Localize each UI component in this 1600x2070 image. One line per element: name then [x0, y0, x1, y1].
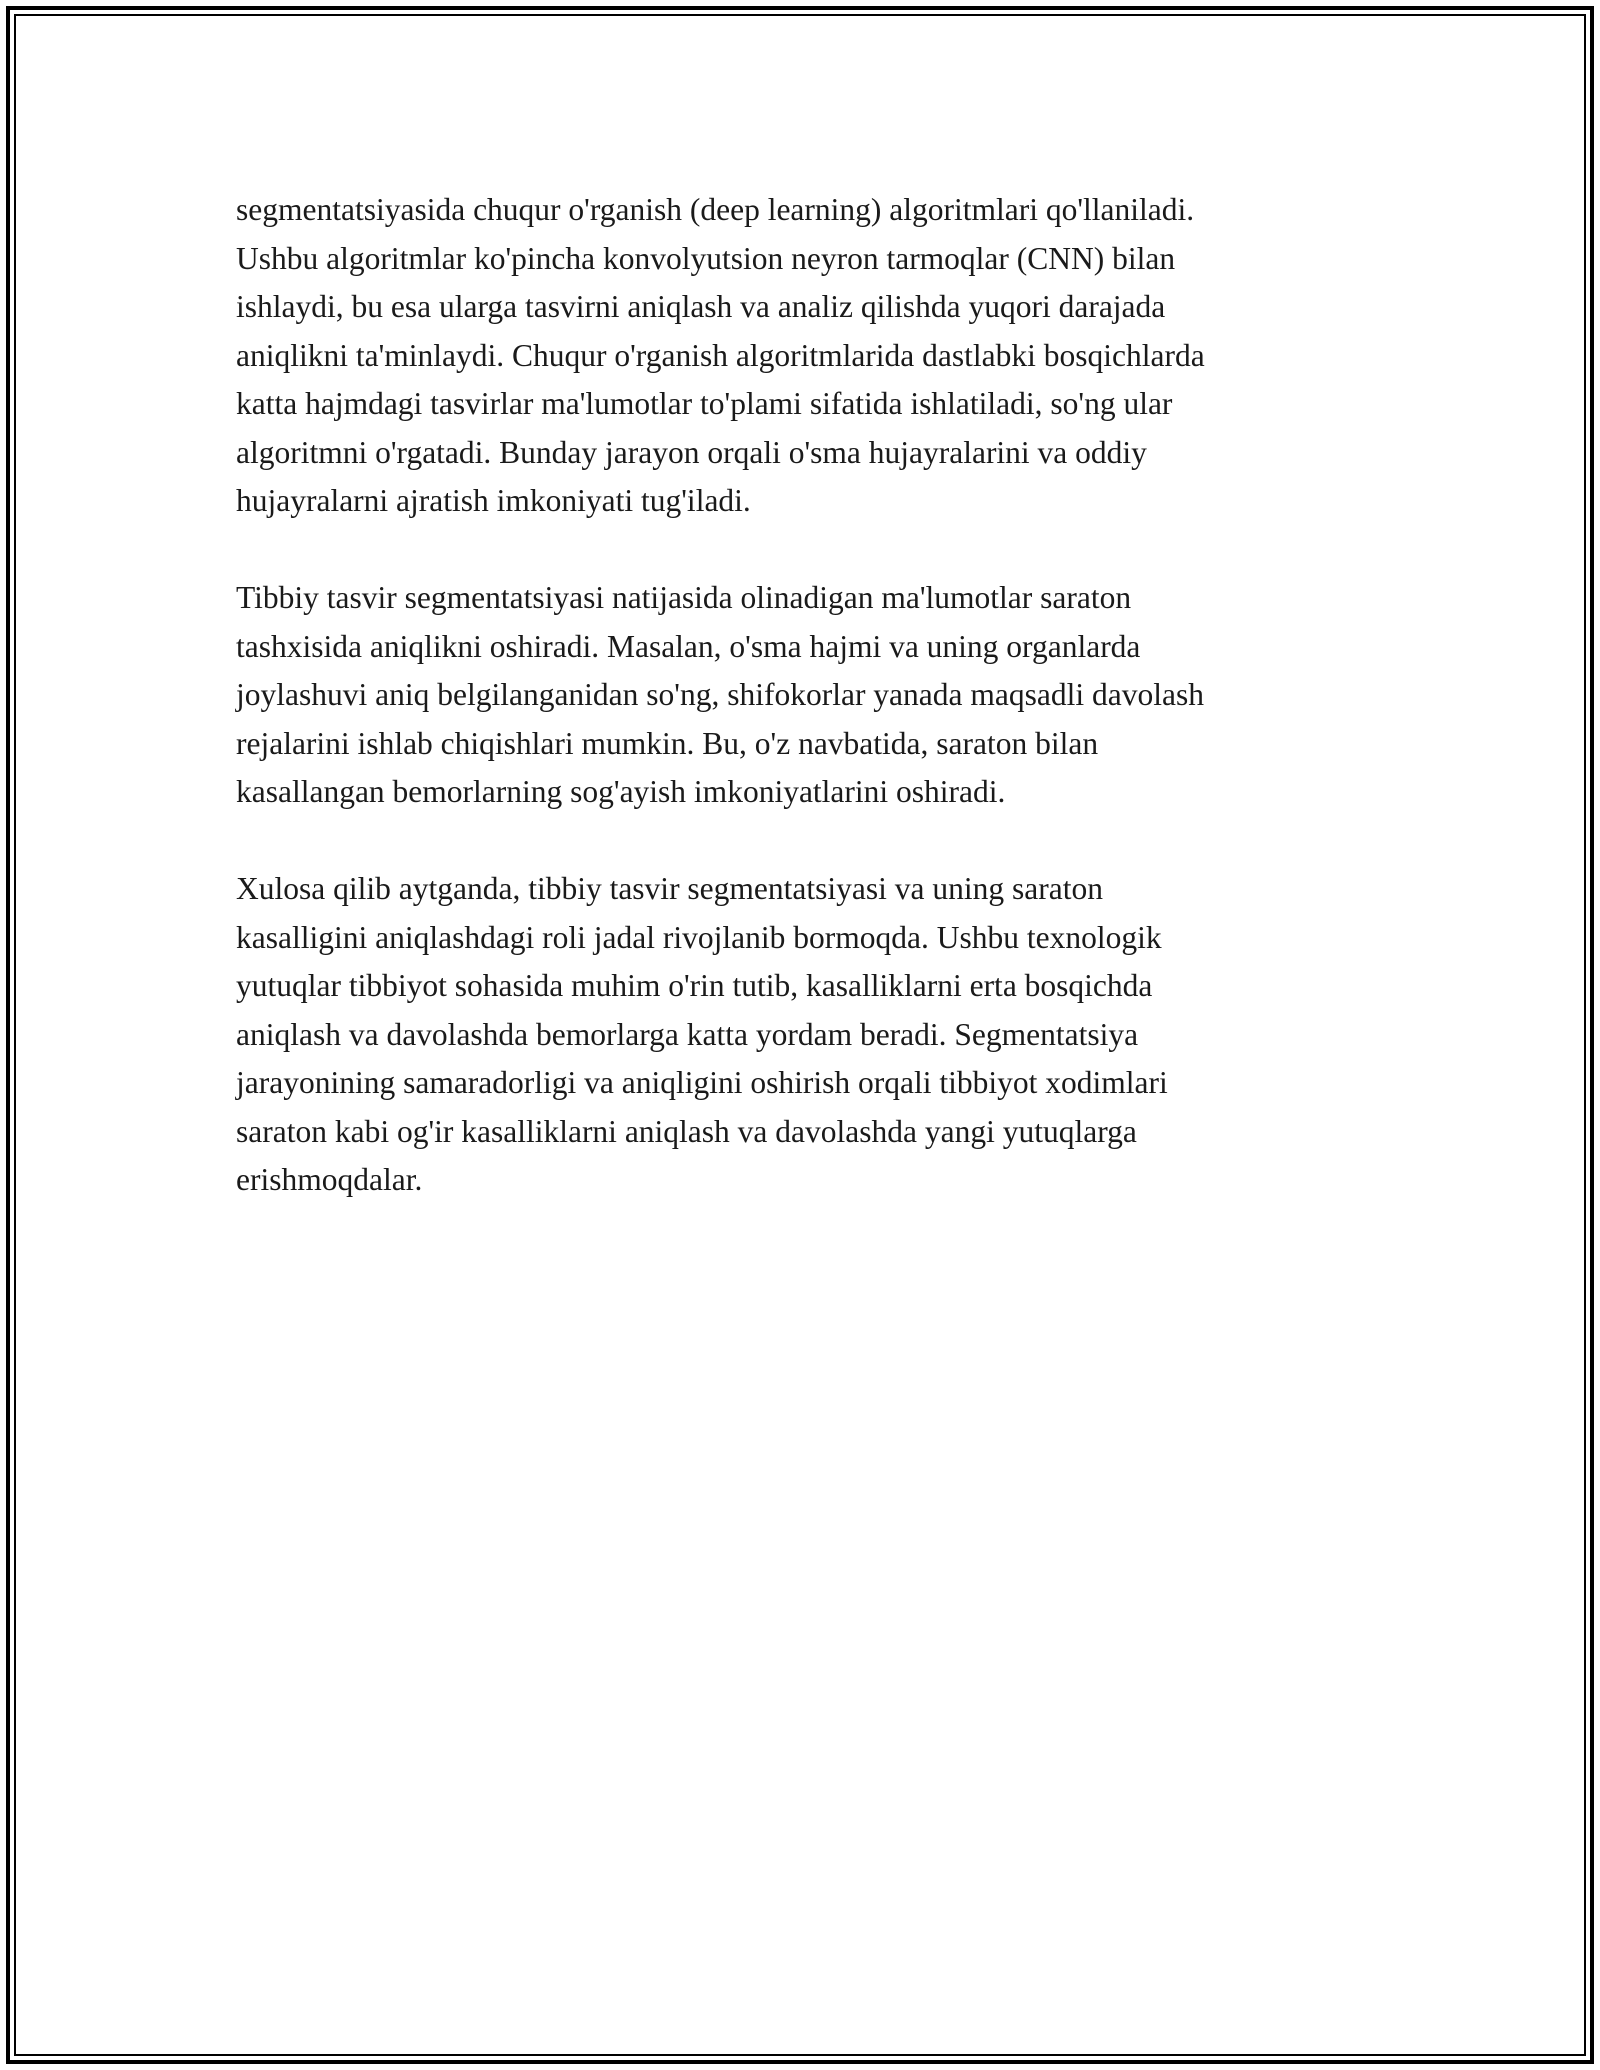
paragraph-conclusion: Xulosa qilib aytganda, tibbiy tasvir segmentatsiyasi va uning saraton kasalligini aniqlashdagi roli jadal rivojlanib bormoqda. Ushbu texnologik yutuqlar tibbiyot sohasida muhim o'rin tutib, kasalliklarni erta bosqichda aniqlash va davolashda bemorlarga katta yordam beradi. Segmentatsiya jarayonining samaradorligi va aniqligini oshirish orqali tibbiyot xodimlari saraton kabi og'ir kasalliklarni aniqlash va davolashda yangi yutuqlarga erishmoqdalar.	[236, 871, 1168, 1197]
paragraph-deep-learning: segmentatsiyasida chuqur o'rganish (deep learning) algoritmlari qo'llaniladi. Ushbu algoritmlar ko'pincha konvolyutsion neyron tarmoqlar (CNN) bilan ishlaydi, bu esa ularga tasvirni aniqlash va analiz qilishda yuqori darajada aniqlikni ta'minlaydi. Chuqur o'rganish algoritmlarida dastlabki bosqichlarda katta hajmdagi tasvirlar ma'lumotlar to'plami sifatida ishlatiladi, so'ng ular algoritmni o'rgatadi. Bunday jarayon orqali o'sma hujayralarini va oddiy hujayralarni ajratish imkoniyati tug'iladi.	[236, 192, 1205, 518]
paragraph-diagnosis-accuracy: Tibbiy tasvir segmentatsiyasi natijasida olinadigan ma'lumotlar saraton tashxisida aniqlikni oshiradi. Masalan, o'sma hajmi va uning organlarda joylashuvi aniq belgilanganidan so'ng, shifokorlar yanada maqsadli davolash rejalarini ishlab chiqishlari mumkin. Bu, o'z navbatida, saraton bilan kasallangan bemorlarning sog'ayish imkoniyatlarini oshiradi.	[236, 580, 1204, 809]
document-body	[236, 186, 1376, 1205]
